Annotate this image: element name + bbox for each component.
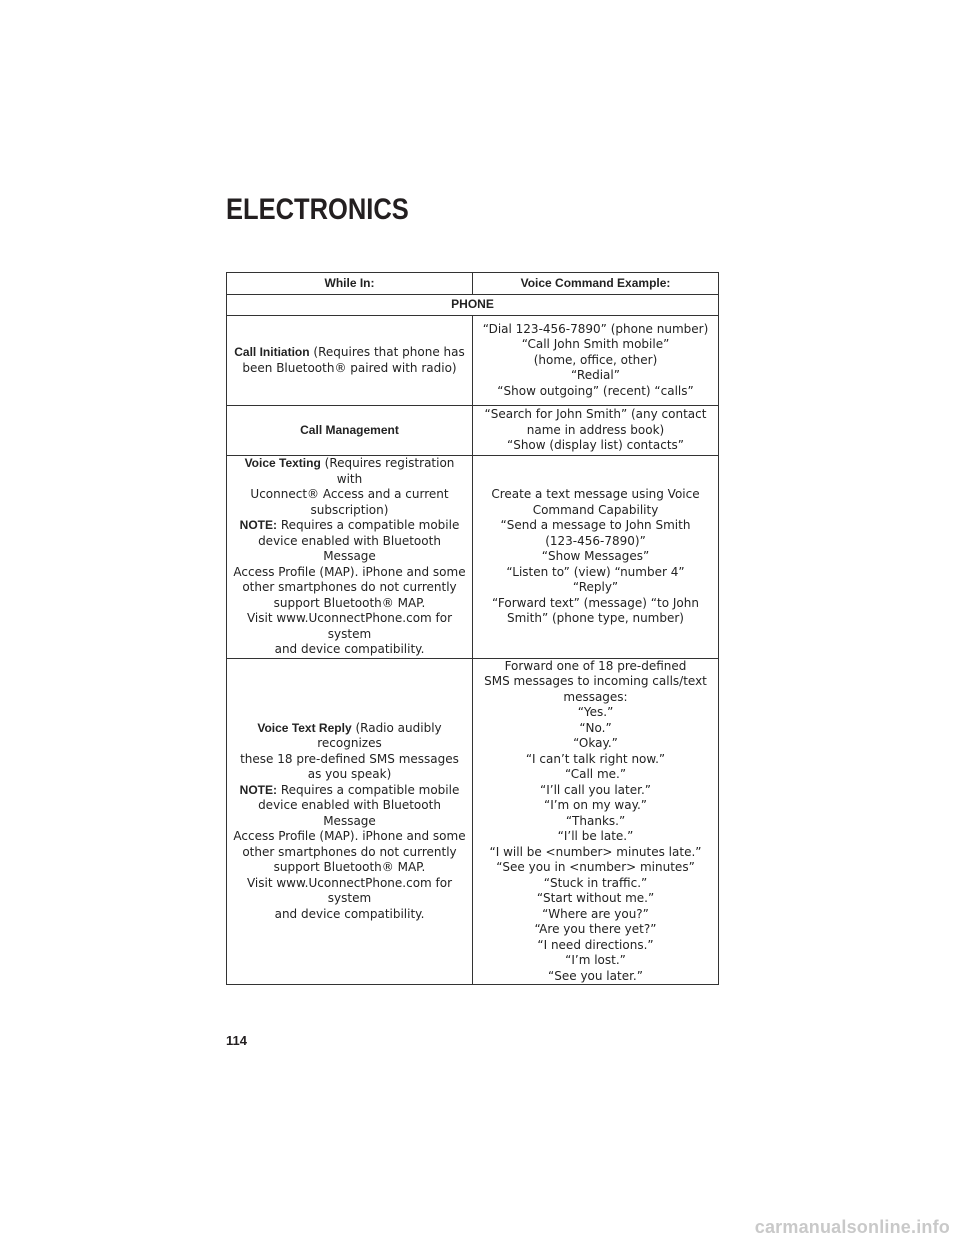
note-label: NOTE: <box>239 782 277 797</box>
command-example: “Dial 123-456-7890” (phone number) <box>482 321 709 336</box>
note-text: device enabled with Bluetooth Message <box>258 533 441 563</box>
command-example: “I will be <number> minutes late.” <box>489 844 702 859</box>
note-text: Requires a compatible mobile <box>280 782 460 797</box>
command-example: Forward one of 18 pre-defined <box>504 658 687 673</box>
col-header-voice-command-example: Voice Command Example: <box>473 273 719 295</box>
command-example: “Forward text” (message) “to John <box>492 595 699 610</box>
note-text: support Bluetooth® MAP. <box>273 595 426 610</box>
table-row-call-initiation <box>227 316 719 406</box>
command-example: “Thanks.” <box>565 813 626 828</box>
command-example: “I’m lost.” <box>565 953 626 967</box>
command-example: “Stuck in traffic.” <box>543 875 648 890</box>
mode-label: Call Initiation <box>234 345 310 359</box>
command-example: “Redial” <box>571 368 620 383</box>
command-example: “Yes.” <box>577 705 614 719</box>
command-example: messages: <box>563 689 628 704</box>
command-example: “Call John Smith mobile” <box>521 337 670 352</box>
note-text: Requires a compatible mobile <box>280 518 460 532</box>
mode-description: (Radio audibly recognizes <box>317 720 442 750</box>
command-example: “I’m on my way.” <box>543 798 648 812</box>
command-example: “I can’t talk right now.” <box>525 751 666 766</box>
cell-while-in <box>227 658 473 985</box>
command-example: “Reply” <box>572 580 619 594</box>
table-row-voice-text-reply <box>227 658 719 985</box>
command-example: “I’ll call you later.” <box>540 782 651 797</box>
phone-subheader-row <box>227 295 719 316</box>
mode-description: (Requires registration with <box>324 456 455 486</box>
table-row-call-management <box>227 406 719 456</box>
command-example: “I need directions.” <box>537 937 654 952</box>
mode-description: (Requires that phone has <box>313 345 465 359</box>
note-text: support Bluetooth® MAP. <box>273 860 426 874</box>
note-text: and device compatibility. <box>274 642 425 656</box>
mode-label: Voice Texting <box>244 456 321 470</box>
note-text: Access Profile (MAP). iPhone and some <box>233 829 466 843</box>
command-example: “Start without me.” <box>536 891 655 905</box>
cell-while-in <box>227 406 473 456</box>
command-example: “Send a message to John Smith <box>500 518 691 532</box>
cell-voice-command <box>473 316 719 406</box>
watermark: carmanualsonline.info <box>754 1217 950 1237</box>
command-example: “See you later.” <box>548 968 643 983</box>
command-example: “Where are you?” <box>542 906 649 921</box>
mode-label: Voice Text Reply <box>257 720 352 735</box>
col-header-while-in: While In: <box>227 273 473 295</box>
cell-voice-command <box>473 658 719 985</box>
command-example: SMS messages to incoming calls/text <box>484 674 707 688</box>
command-example: “Okay.” <box>573 736 618 750</box>
command-example: “Listen to” (view) “number 4” <box>506 564 685 579</box>
voice-command-table <box>226 272 719 985</box>
note-text: Visit www.UconnectPhone.com for system <box>246 875 453 905</box>
command-example: “Are you there yet?” <box>534 922 657 936</box>
note-text: Visit www.UconnectPhone.com for system <box>246 611 453 641</box>
mode-description: Uconnect® Access and a current <box>250 487 449 501</box>
table-header-row <box>227 273 719 295</box>
page-number: 114 <box>226 1033 247 1048</box>
command-example: “Search for John Smith” (any contact <box>484 407 707 422</box>
command-example: (123-456-7890)” <box>545 533 646 548</box>
note-text: Access Profile (MAP). iPhone and some <box>233 564 466 579</box>
command-example: “Show outgoing” (recent) “calls” <box>497 383 694 398</box>
cell-while-in <box>227 456 473 659</box>
mode-description: as you speak) <box>307 767 392 781</box>
command-example: (home, office, other) <box>533 352 658 367</box>
command-example: “See you in <number> minutes” <box>496 860 695 874</box>
cell-voice-command <box>473 406 719 456</box>
table-row-voice-texting <box>227 456 719 659</box>
note-text: other smartphones do not currently <box>242 844 457 859</box>
note-label: NOTE: <box>239 518 277 532</box>
command-example: “Call me.” <box>564 767 627 781</box>
command-example: name in address book) <box>526 422 665 437</box>
command-example: Create a text message using Voice <box>491 487 700 501</box>
mode-description: these 18 pre-defined SMS messages <box>240 751 459 766</box>
note-text: and device compatibility. <box>274 906 425 921</box>
command-example: Command Capability <box>532 502 659 517</box>
note-text: device enabled with Bluetooth Message <box>258 798 441 828</box>
note-text: other smartphones do not currently <box>242 580 457 594</box>
command-example: “I’ll be late.” <box>557 829 634 843</box>
mode-description: been Bluetooth® paired with radio) <box>242 360 457 375</box>
command-example: “Show (display list) contacts” <box>506 438 684 453</box>
cell-voice-command <box>473 456 719 659</box>
command-example: “No.” <box>579 720 612 735</box>
cell-while-in <box>227 316 473 406</box>
phone-subheader: PHONE <box>227 295 719 316</box>
mode-label: Call Management <box>300 422 399 437</box>
section-title: ELECTRONICS <box>226 193 409 226</box>
mode-description: subscription) <box>310 502 389 517</box>
command-example: “Show Messages” <box>541 549 650 563</box>
command-example: Smith” (phone type, number) <box>507 611 684 625</box>
